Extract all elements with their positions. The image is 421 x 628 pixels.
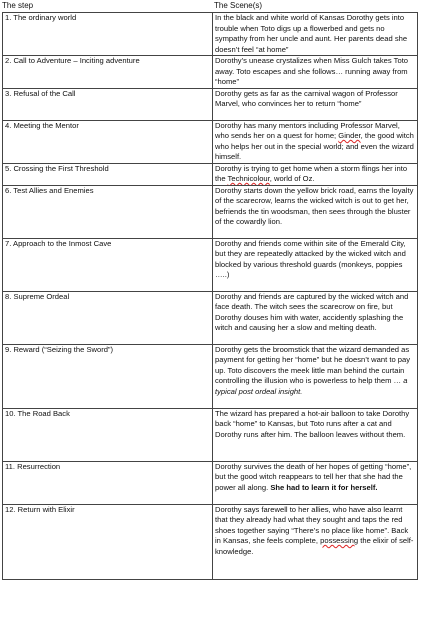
table-row [3,408,418,461]
table-row [3,461,418,504]
table-row [3,120,418,163]
scene-text-italic: a typical post ordeal insight. [215,376,408,396]
header-step: The step [2,1,34,10]
scene-text: , world of Oz. [269,174,315,183]
table-row [3,504,418,579]
step-cell: 1. The ordinary world [3,13,213,56]
scene-cell: Dorothy and friends come within site of the Emerald City, but they are repeatedly attacked by the wicked witch and blocked by various threshold guards (monkeys, poppies …..) [213,238,418,291]
scene-text: Dorothy is trying to get home when a storm flings her into the [215,163,408,183]
scene-cell [213,120,418,163]
step-cell: 7. Approach to the Inmost Cave [3,238,213,291]
table-header-row [2,1,417,12]
scene-cell: In the black and white world of Kansas Dorothy gets into trouble when Toto digs up a flowerbed and gets no sympathy from her uncle and aunt. Her parents dead she doesn’t feel “at home” [213,13,418,56]
table-row [3,238,418,291]
scene-cell [213,163,418,185]
scene-text: Dorothy gets the broomstick that the wizard demanded as payment for getting her “home” but he doesn’t want to pay up. Toto discovers the meek little man behind the curtain controlling the illusion who is powerless to help them … [215,344,411,385]
scene-cell: Dorothy starts down the yellow brick road, earns the loyalty of the scarecrow, learns the wicked witch is out to get her, befriends the tin woodsman, then sees through the bluster of the cowardly lion. [213,185,418,238]
scene-cell [213,344,418,408]
step-cell: 9. Reward (“Seizing the Sword”) [3,344,213,408]
scene-cell: The wizard has prepared a hot-air balloon to take Dorothy back “home” to Kansas, but Toto runs after a cat and Dorothy runs after him. The balloon leaves without them. [213,408,418,461]
heros-journey-table [2,12,418,580]
table-row [3,344,418,408]
step-cell: 12. Return with Elixir [3,504,213,579]
scene-cell [213,504,418,579]
scene-text: the elixir of self-knowledge. [215,536,414,556]
step-cell: 2. Call to Adventure – Inciting adventure [3,56,213,89]
scene-text: Dorothy says farewell to her allies, who have also learnt that they already had what they sought and taps the red shoes together saying “There’s no place like home”. Back in Kansas, she feels complete, [215,504,409,545]
step-cell: 5. Crossing the First Threshold [3,163,213,185]
table-row [3,163,418,185]
scene-cell: Dorothy’s unease crystalizes when Miss Gulch takes Toto away. Toto escapes and she follows… running away from “home” [213,56,418,89]
scene-cell [213,461,418,504]
scene-text-underlined: Ginder [338,131,361,140]
header-scene: The Scene(s) [214,1,263,10]
table-row [3,56,418,89]
scene-text-underlined: possessing [320,536,359,545]
step-cell: 6. Test Allies and Enemies [3,185,213,238]
scene-text: Dorothy survives the death of her hopes of getting “home”, but the good witch reappears to tell her that she had the power all along. [215,461,412,492]
step-cell: 10. The Road Back [3,408,213,461]
scene-text-bold: She had to learn it for herself. [270,482,378,492]
table-row [3,185,418,238]
table-row [3,291,418,344]
scene-text: , the good witch who helps her out in the special world; and even the wizard himself. [215,131,414,161]
step-cell: 4. Meeting the Mentor [3,120,213,163]
scene-text: Dorothy has many mentors including Professor Marvel, who sends her on a quest for home; [215,120,400,140]
step-cell: 3. Refusal of the Call [3,88,213,120]
scene-text-underlined: Technicolour [227,174,270,183]
scene-cell: Dorothy gets as far as the carnival wagon of Professor Marvel, who convinces her to return “home” [213,88,418,120]
step-cell: 8. Supreme Ordeal [3,291,213,344]
table-row [3,88,418,120]
step-cell: 11. Resurrection [3,461,213,504]
table-row [3,13,418,56]
scene-cell: Dorothy and friends are captured by the wicked witch and face death. The witch sees the scarecrow on fire, but Dorothy douses him with water, accidently splashing the witch and causing her a slow and melting death. [213,291,418,344]
